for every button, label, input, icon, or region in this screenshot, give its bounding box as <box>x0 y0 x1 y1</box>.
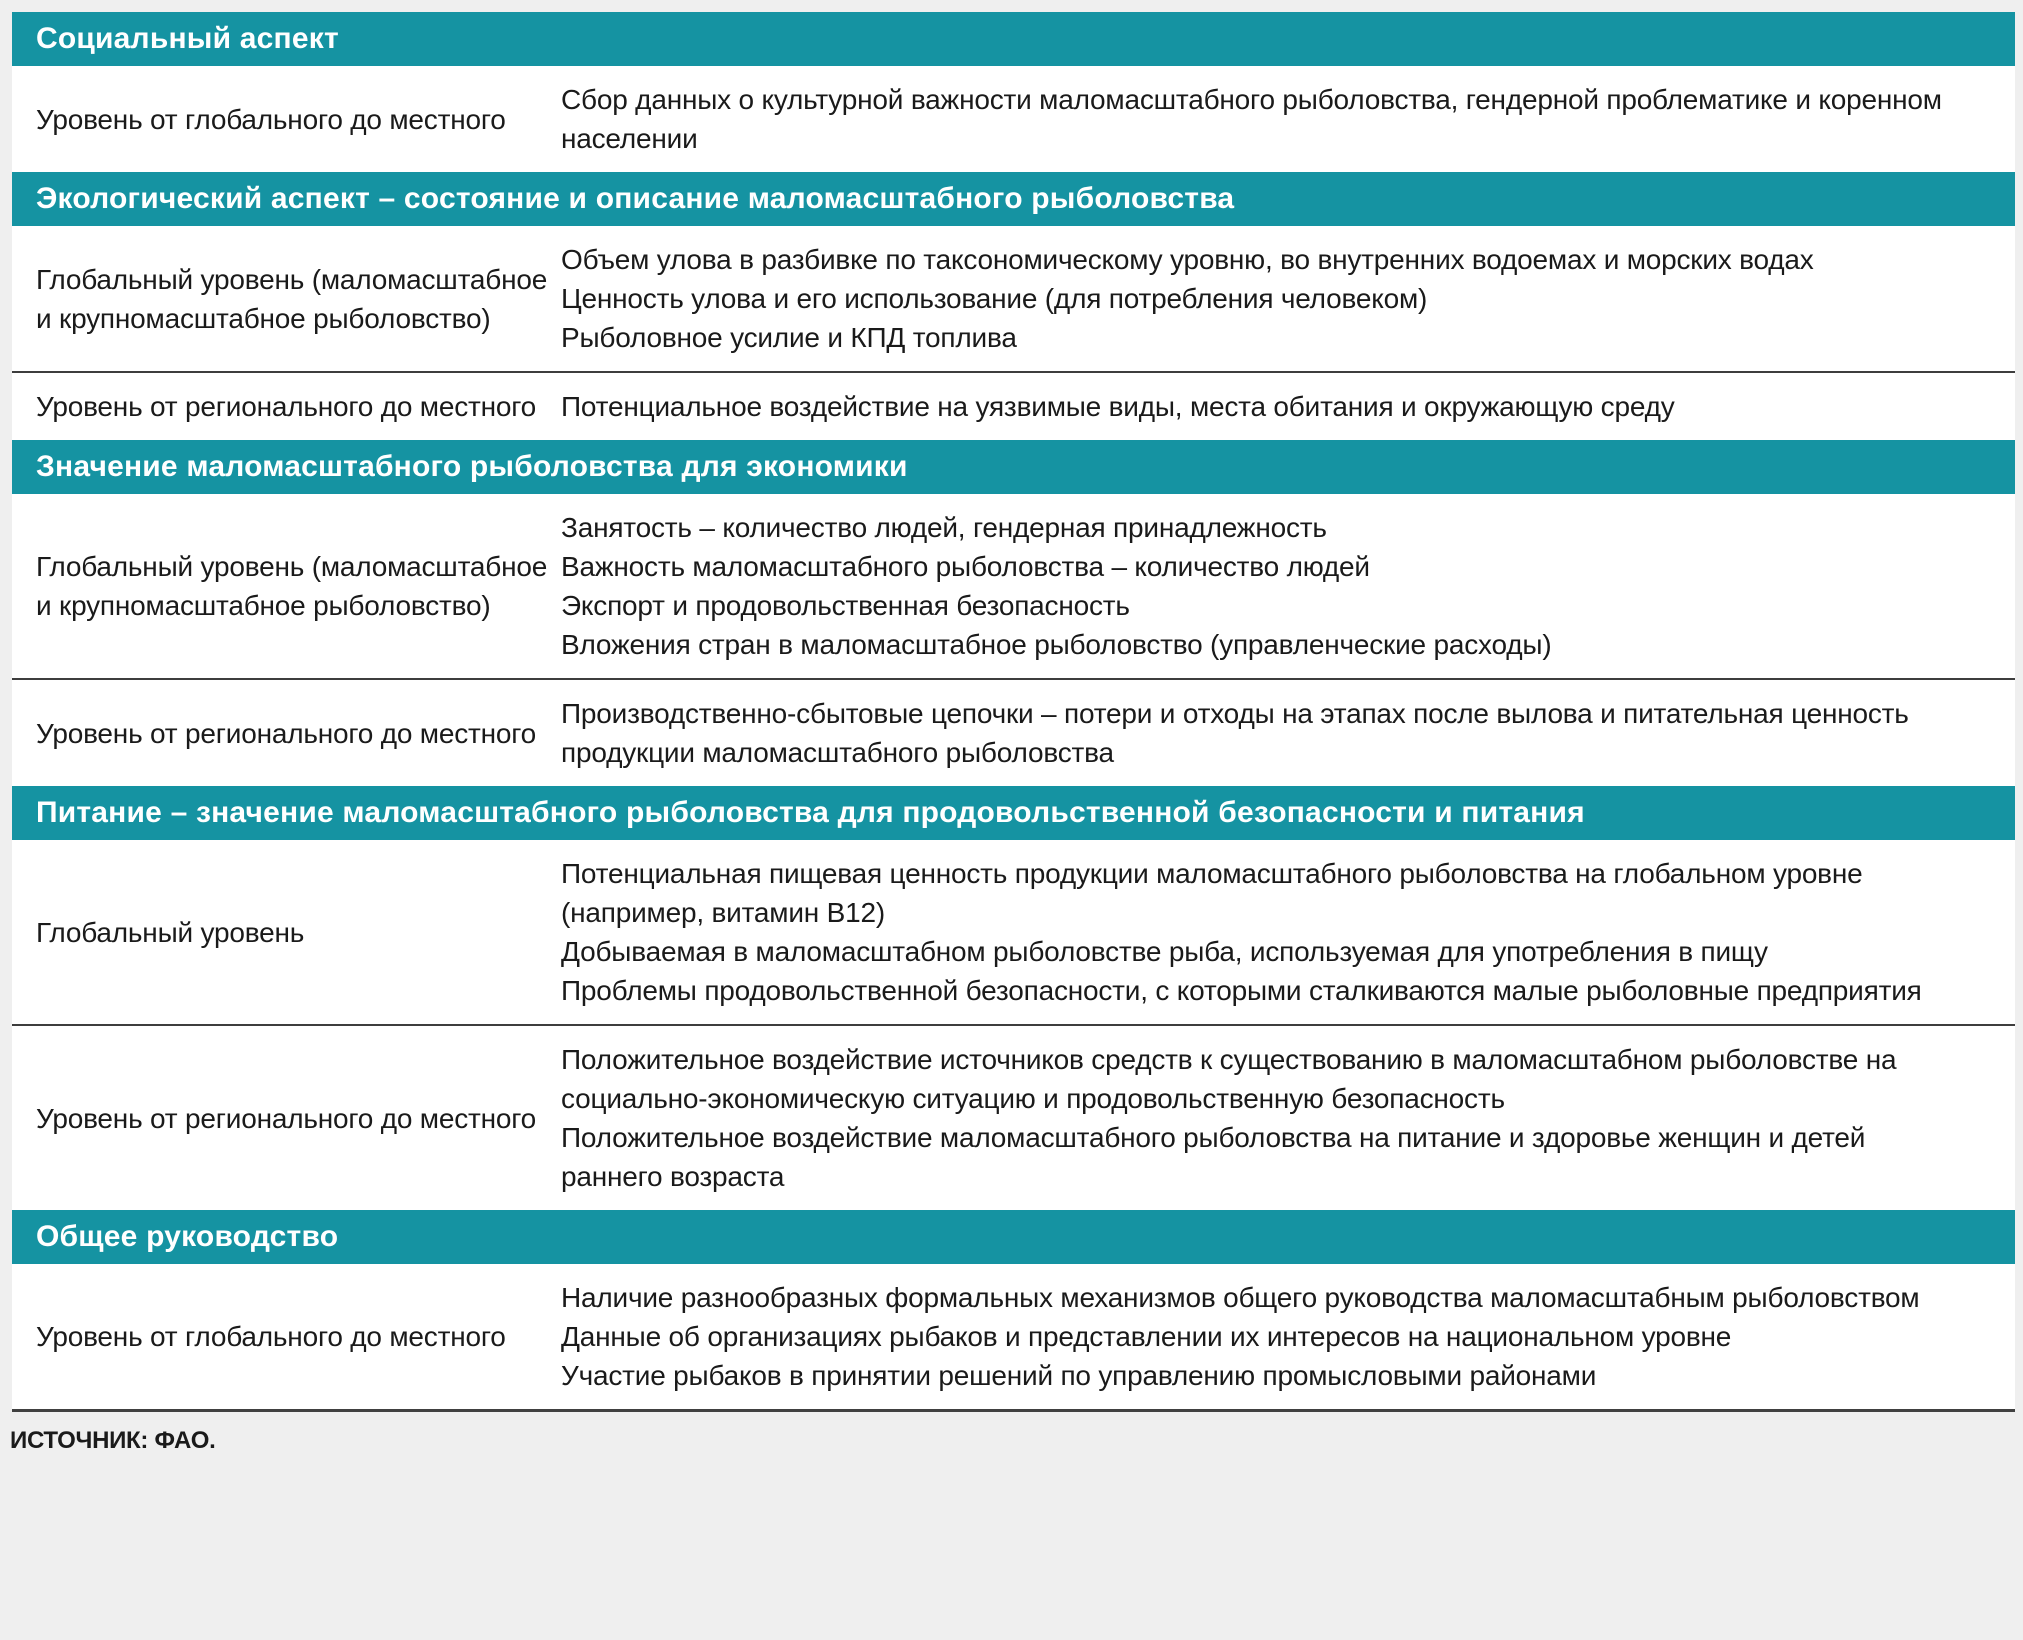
table-row <box>12 1264 2015 1409</box>
item-text: Участие рыбаков в принятии решений по управлению промысловыми районами <box>561 1360 1597 1391</box>
items-cell <box>561 240 2015 357</box>
items-cell <box>561 1278 2015 1395</box>
level-cell: Уровень от регионального до местного <box>36 391 537 422</box>
item-text: Объем улова в разбивке по таксономическому уровню, во внутренних водоемах и морских водах <box>561 244 1814 275</box>
section-rows <box>12 494 2015 786</box>
item-text: Потенциальная пищевая ценность продукции маломасштабного рыболовства на глобальном уровне (например, витамин B12) <box>561 858 1863 928</box>
items-cell <box>561 854 2015 1010</box>
item-text: Рыболовное усилие и КПД топлива <box>561 322 1017 353</box>
section-rows <box>12 66 2015 172</box>
table-section <box>12 440 2015 786</box>
level-cell: Глобальный уровень (маломасштабное и крупномасштабное рыболовство) <box>36 263 548 334</box>
item-text: Ценность улова и его использование (для потребления человеком) <box>561 283 1428 314</box>
section-header <box>12 12 2015 66</box>
section-title: Питание – значение маломасштабного рыболовства для продовольственной безопасности и питания <box>36 796 1585 829</box>
item-text: Наличие разнообразных формальных механизмов общего руководства маломасштабным рыболовством <box>561 1282 1920 1313</box>
section-title: Социальный аспект <box>36 22 339 55</box>
level-cell: Глобальный уровень (маломасштабное и крупномасштабное рыболовство) <box>36 551 548 621</box>
item-text: Вложения стран в маломасштабное рыболовство (управленческие расходы) <box>561 629 1552 660</box>
item-text: Проблемы продовольственной безопасности, с которыми сталкиваются малые рыболовные предприятия <box>561 975 1922 1006</box>
level-cell: Уровень от глобального до местного <box>36 103 506 135</box>
table-row <box>12 66 2015 172</box>
table-row <box>12 371 2015 440</box>
source-note: ИСТОЧНИК: ФАО. <box>10 1427 216 1454</box>
section-title: Экологический аспект – состояние и описание маломасштабного рыболовства <box>36 182 1235 215</box>
item-text: Положительное воздействие источников средств к существованию в маломасштабном рыболовстве на социально-экономическую ситуацию и продовольственную безопасность <box>561 1044 1897 1114</box>
section-title: Значение маломасштабного рыболовства для экономики <box>36 450 908 483</box>
table-row <box>12 1024 2015 1210</box>
page <box>0 12 2023 1455</box>
items-cell <box>561 1040 2015 1196</box>
table-section <box>12 172 2015 440</box>
item-text: Производственно-сбытовые цепочки – потери и отходы на этапах после вылова и питательная ценность продукции маломасштабного рыболовства <box>561 698 1909 768</box>
item-text: Экспорт и продовольственная безопасность <box>561 590 1130 621</box>
table-row <box>12 678 2015 786</box>
level-cell: Уровень от регионального до местного <box>36 1102 537 1134</box>
section-rows <box>12 840 2015 1210</box>
item-text: Данные об организациях рыбаков и представлении их интересов на национальном уровне <box>561 1321 1732 1352</box>
table-row <box>12 226 2015 371</box>
item-text: Положительное воздействие маломасштабного рыболовства на питание и здоровье женщин и детей раннего возраста <box>561 1122 1866 1192</box>
level-cell: Уровень от глобального до местного <box>36 1321 506 1352</box>
section-header <box>12 786 2015 840</box>
items-cell <box>561 387 2015 426</box>
item-text: Занятость – количество людей, гендерная принадлежность <box>561 512 1327 543</box>
table-row <box>12 840 2015 1024</box>
table-section <box>12 12 2015 172</box>
table-section <box>12 1210 2015 1409</box>
section-header <box>12 1210 2015 1264</box>
item-text: Добываемая в маломасштабном рыболовстве рыба, используемая для употребления в пищу <box>561 936 1768 967</box>
items-cell <box>561 694 2015 772</box>
items-cell <box>561 80 2015 158</box>
section-header <box>12 440 2015 494</box>
section-rows <box>12 1264 2015 1409</box>
section-rows <box>12 226 2015 440</box>
table-row <box>12 494 2015 678</box>
item-text: Сбор данных о культурной важности маломасштабного рыболовства, гендерной проблематике и коренном населении <box>561 84 1942 154</box>
level-cell: Глобальный уровень <box>36 916 305 948</box>
items-cell <box>561 508 2015 664</box>
item-text: Важность маломасштабного рыболовства – количество людей <box>561 551 1370 582</box>
item-text: Потенциальное воздействие на уязвимые виды, места обитания и окружающую среду <box>561 391 1675 422</box>
section-title: Общее руководство <box>36 1220 339 1253</box>
section-header <box>12 172 2015 226</box>
table-section <box>12 786 2015 1210</box>
fisheries-data-table <box>12 12 2015 1412</box>
level-cell: Уровень от регионального до местного <box>36 717 537 749</box>
